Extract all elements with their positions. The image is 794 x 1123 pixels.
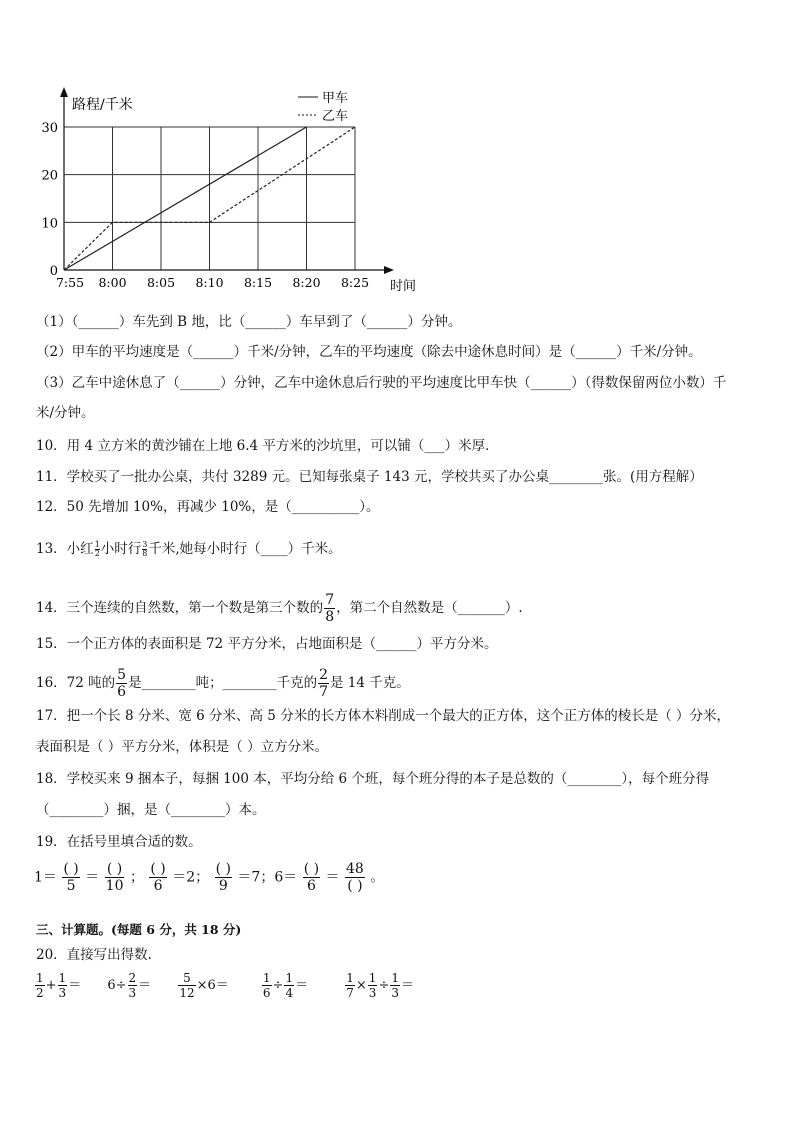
y-tick-3: 30: [41, 121, 58, 136]
q16-fraction-1: $\frac{5}{6}$: [117, 667, 127, 700]
x-tick-6: 8:25: [340, 275, 370, 290]
q13-text-b: 小时行: [100, 541, 142, 557]
x-axis-arrow: [384, 266, 394, 274]
question-18-line1: 18．学校买来 9 捆本子，每捆 100 本，平均分给 6 个班，每个班分得的本子是总数的（________），每个班分得: [36, 771, 710, 787]
distance-time-chart: [30, 85, 420, 295]
question-10: 10．用 4 立方米的黄沙铺在上地 6.4 平方米的沙坑里，可以铺（___）米厚．: [36, 438, 499, 454]
question-14: 14．三个连续的自然数，第一个数是第三个数的 $\frac{7}{8}$ ，第二个自然数是（_______）.: [36, 592, 523, 625]
x-tick-5: 8:20: [292, 275, 321, 290]
series-line-0: [64, 127, 307, 270]
x-tick-4: 8:15: [243, 275, 273, 290]
y-tick-1: 10: [41, 216, 58, 232]
y-axis-label: 路程/千米: [72, 97, 133, 113]
question-11: 11．学校买了一批办公桌，共付 3289 元。已知每张桌子 143 元，学校共买了办公桌________张。(用方程解）: [36, 469, 703, 485]
legend-label-jia: 甲车: [322, 91, 349, 106]
question-17-line2: 表面积是（ ）平方分米，体积是（ ）立方分米。: [36, 739, 329, 755]
question-20-title: 20．直接写出得数.: [36, 947, 152, 963]
q9-part2: （2）甲车的平均速度是（______）千米/分钟，乙车的平均速度（除去中途休息时间）是（______）千米/分钟。: [36, 344, 702, 360]
q20-expr-3: $\frac{5}{12}$ ×6＝: [179, 971, 229, 1000]
x-tick-3: 8:10: [195, 275, 224, 290]
q9-part3: （3）乙车中途休息了（______）分钟，乙车中途休息后行驶的平均速度比甲车快（______）（得数保留两位小数）千: [36, 375, 727, 391]
question-12: 12．50 先增加 10%，再减少 10%，是（__________）。: [36, 499, 380, 515]
legend: [298, 91, 348, 124]
q13-text-c: 千米,她每小时行（____）千米。: [148, 541, 342, 557]
q14-fraction: $\frac{7}{8}$: [325, 592, 335, 625]
q19-fill-row: 1＝ $\frac{( )}{5}$ ＝ $\frac{( )}{10}$ ； $\frac{( )}{6}$ ＝2； $\frac{( )}{9}$ ＝7；6＝ $\frac{( )}{6}$ ＝ $\frac{48}{( )}$ 。: [34, 861, 385, 894]
y-tick-2: 20: [41, 168, 58, 184]
q9-part3-cont: 米/分钟。: [36, 405, 95, 421]
q20-expr-4: $\frac{1}{6}$ ÷ $\frac{1}{4}$ ＝: [262, 971, 309, 1000]
question-15: 15．一个正方体的表面积是 72 平方分米，占地面积是（______）平方分米。: [36, 636, 498, 652]
x-axis-label: 时间: [390, 279, 417, 294]
y-axis-arrow: [60, 87, 68, 97]
chart-grid: [64, 127, 355, 270]
q13-text-a: 13．小红: [36, 541, 94, 557]
q13-fraction-1: $\frac{1}{2}$: [94, 540, 100, 558]
x-tick-0: 7:55: [55, 275, 85, 290]
section-3-heading: 三、计算题。(每题 6 分，共 18 分): [36, 922, 242, 937]
question-18-line2: （________）捆，是（________）本。: [36, 802, 266, 818]
legend-label-yi: 乙车: [322, 109, 349, 124]
q13-fraction-2: $\frac{3}{8}$: [142, 540, 148, 558]
q16-fraction-2: $\frac{2}{7}$: [319, 667, 328, 700]
question-16: 16．72 吨的 $\frac{5}{6}$ 是________吨；________千克的 $\frac{2}{7}$ 是 14 千克。: [36, 667, 410, 700]
q20-expr-2: 6÷ $\frac{2}{3}$ ＝: [107, 971, 152, 1000]
x-tick-1: 8:00: [98, 275, 127, 290]
q20-expr-1: $\frac{1}{2}$ + $\frac{1}{3}$ ＝: [36, 971, 82, 1000]
q9-part1: （1）（______）车先到 B 地，比（______）车早到了（______）分钟。: [36, 314, 462, 330]
y-tick-0: 0: [49, 264, 58, 279]
x-tick-2: 8:05: [146, 275, 176, 290]
question-19-title: 19．在括号里填合适的数。: [36, 834, 202, 850]
q20-expressions: [34, 972, 414, 999]
q20-expr-5: $\frac{1}{7}$ × $\frac{1}{3}$ ÷ $\frac{1}{3}$ ＝: [346, 971, 414, 1000]
question-17-line1: 17．把一个长 8 分米、宽 6 分米、高 5 分米的长方体木料削成一个最大的正方体，这个正方体的棱长是（ ）分米，: [36, 708, 730, 724]
question-13: [36, 540, 342, 558]
